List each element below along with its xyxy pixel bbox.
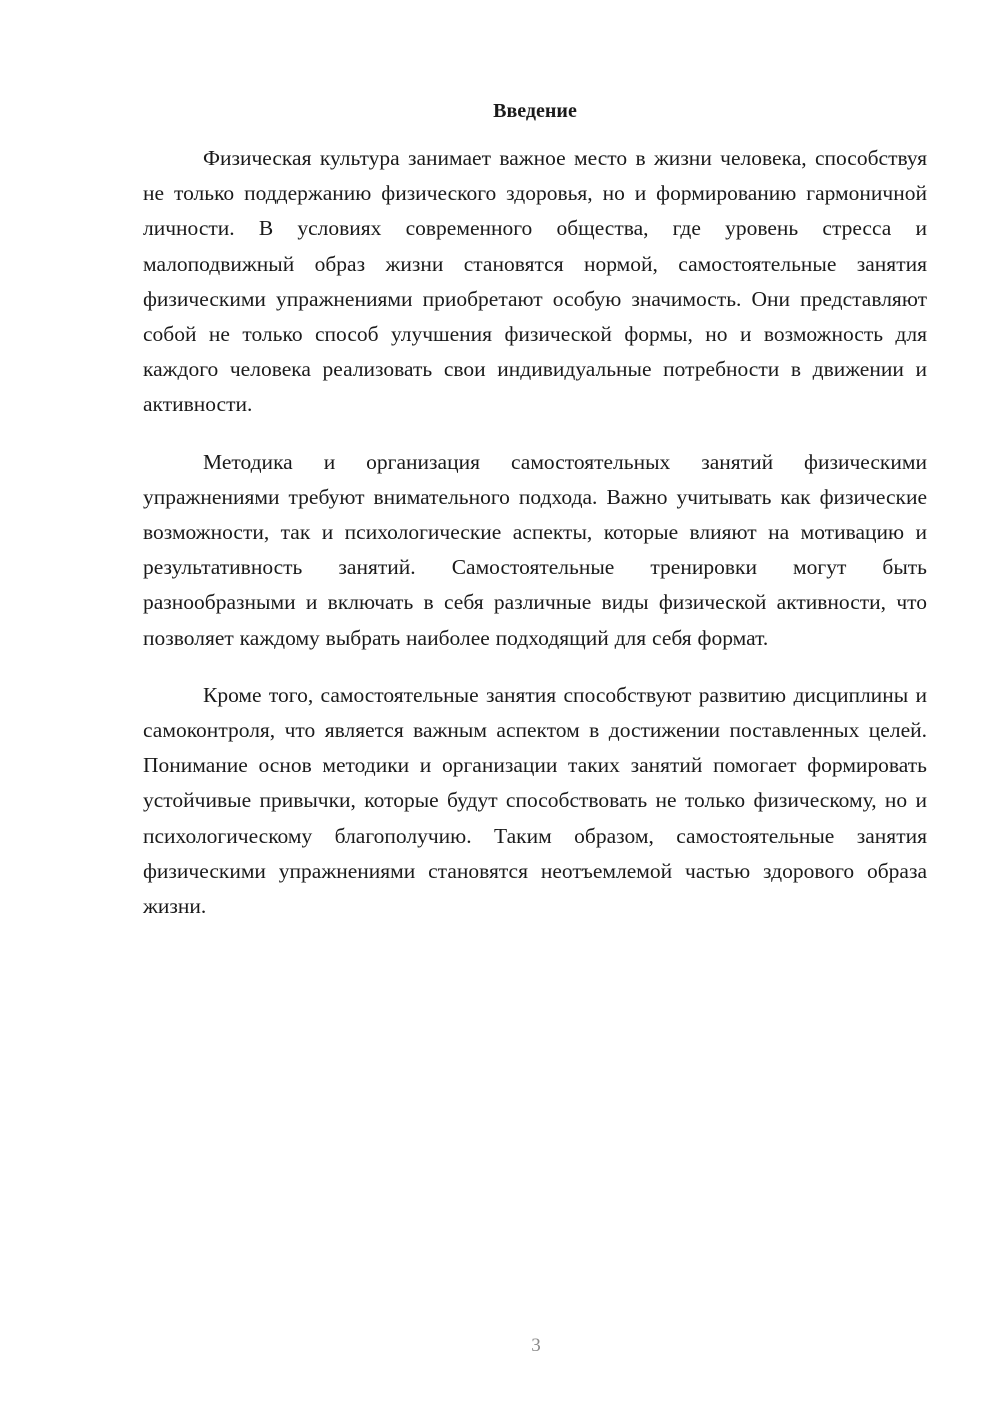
section-heading: Введение — [493, 100, 577, 122]
body-text — [143, 141, 927, 946]
paragraph-2: Методика и организация самостоятельных занятий физическими упражнениями требуют внимательного подхода. Важно учитывать как физические возможности, так и психологические аспекты, которые влияют на мотивацию и результативность занятий. Самостоятельные тренировки могут быть разнообразными и включать в себя различные виды физической активности, что позволяет каждому выбрать наиболее подходящий для себя формат. — [143, 449, 927, 650]
paragraph-3: Кроме того, самостоятельные занятия способствуют развитию дисциплины и самоконтроля, что является важным аспектом в достижении поставленных целей. Понимание основ методики и организации таких занятий помогает формировать устойчивые привычки, которые будут способствовать не только физическому, но и психологическому благополучию. Таким образом, самостоятельные занятия физическими упражнениями становятся неотъемлемой частью здорового образа жизни. — [143, 682, 927, 919]
paragraph-1: Физическая культура занимает важное место в жизни человека, способствуя не только поддержанию физического здоровья, но и формированию гармоничной личности. В условиях современного общества, где уровень стресса и малоподвижный образ жизни становятся нормой, самостоятельные занятия физическими упражнениями приобретают особую значимость. Они представляют собой не только способ улучшения физической формы, но и возможность для каждого человека реализовать свои индивидуальные потребности в движении и активности. — [143, 146, 927, 417]
page-number: 3 — [531, 1335, 541, 1356]
